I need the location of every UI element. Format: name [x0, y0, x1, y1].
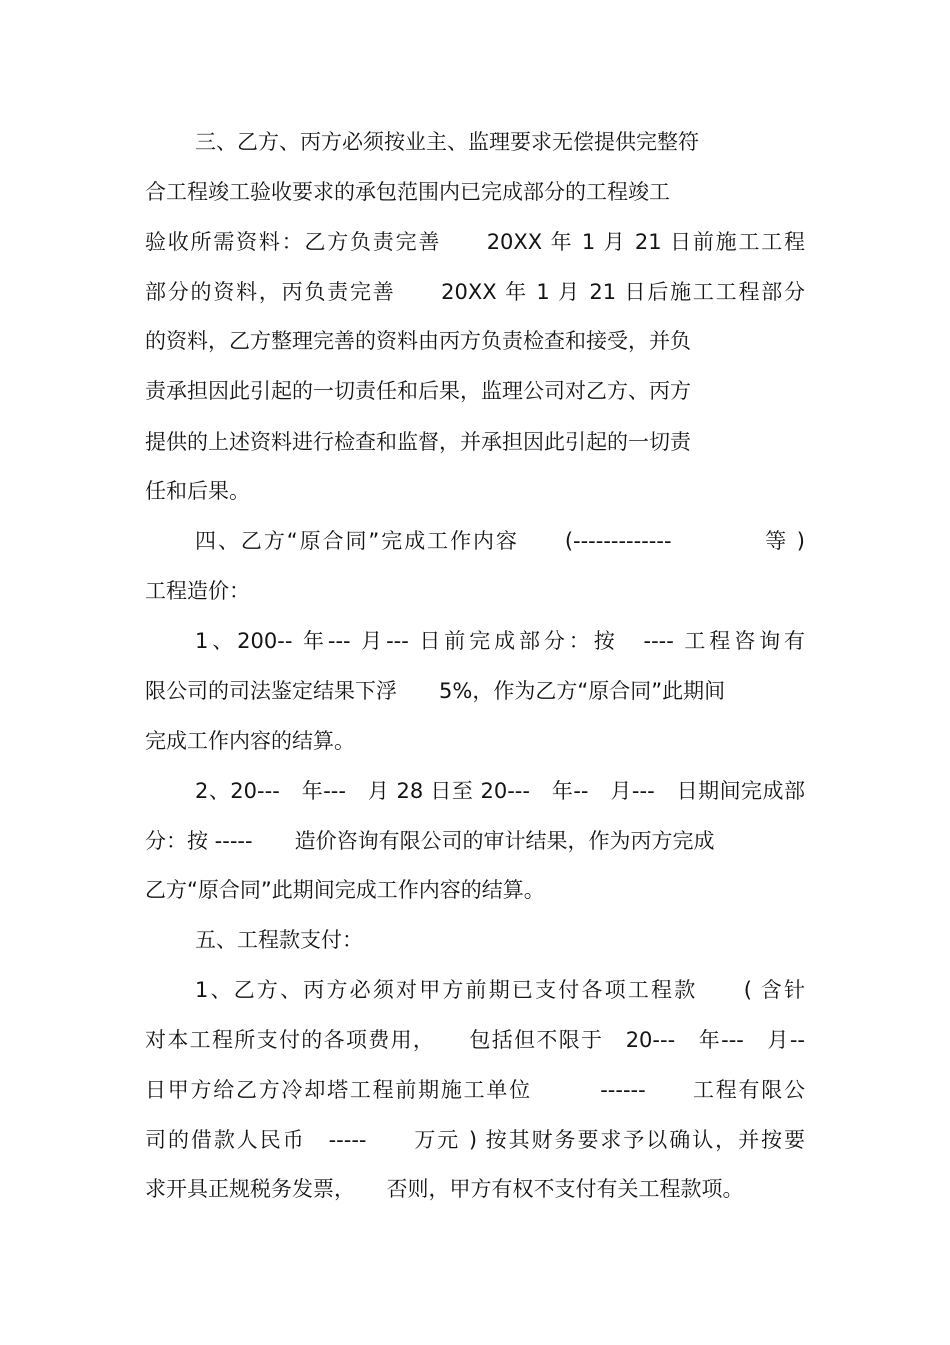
paragraph-3-line-7: 提供的上述资料进行检查和监督，并承担因此引起的一切责 [145, 430, 691, 454]
paragraph-3-line-4: 部分的资料，丙负责完善 20XX 年 1 月 21 日后施工工程部分 [145, 280, 805, 304]
item-4-1-line-3: 完成工作内容的结算。 [145, 729, 355, 753]
item-4-1-line-1: 1、200-- 年--- 月--- 日前完成部分：按 ---- 工程咨询有 [195, 629, 805, 653]
item-4-2-line-3: 乙方“原合同”此期间完成工作内容的结算。 [145, 878, 545, 902]
paragraph-5-heading: 五、工程款支付： [195, 928, 363, 952]
item-5-1-line-3: 日甲方给乙方冷却塔工程前期施工单位 ------ 工程有限公 [145, 1078, 805, 1102]
item-4-2-line-1: 2、20--- 年--- 月 28 日至 20--- 年-- 月--- 日期间完成部 [195, 779, 805, 803]
paragraph-3-line-6: 责承担因此引起的一切责任和后果，监理公司对乙方、丙方 [145, 379, 691, 403]
item-5-1-line-1: 1、乙方、丙方必须对甲方前期已支付各项工程款 ( 含针 [195, 978, 805, 1002]
paragraph-3-line-8: 任和后果。 [145, 479, 250, 503]
item-5-1-line-2: 对本工程所支付的各项费用， 包括但不限于 20--- 年--- 月-- [145, 1028, 805, 1052]
paragraph-4-heading: 四、乙方“原合同”完成工作内容 (------------- 等 ) [195, 529, 805, 553]
item-5-1-line-4: 司的借款人民币 ----- 万元 ) 按其财务要求予以确认，并按要 [145, 1128, 805, 1152]
paragraph-3-line-2: 合工程竣工验收要求的承包范围内已完成部分的工程竣工 [145, 180, 670, 204]
paragraph-4-line-2: 工程造价： [145, 579, 250, 603]
paragraph-3-line-3: 验收所需资料：乙方负责完善 20XX 年 1 月 21 日前施工工程 [145, 230, 805, 254]
item-4-2-line-2: 分：按 ----- 造价咨询有限公司的审计结果，作为丙方完成 [145, 829, 715, 853]
paragraph-3-line-1: 三、乙方、丙方必须按业主、监理要求无偿提供完整符 [195, 130, 699, 154]
paragraph-3-line-5: 的资料，乙方整理完善的资料由丙方负责检查和接受，并负 [145, 329, 691, 353]
item-4-1-line-2: 限公司的司法鉴定结果下浮 5%，作为乙方“原合同”此期间 [145, 679, 726, 703]
item-5-1-line-5: 求开具正规税务发票， 否则，甲方有权不支付有关工程款项。 [145, 1177, 744, 1201]
